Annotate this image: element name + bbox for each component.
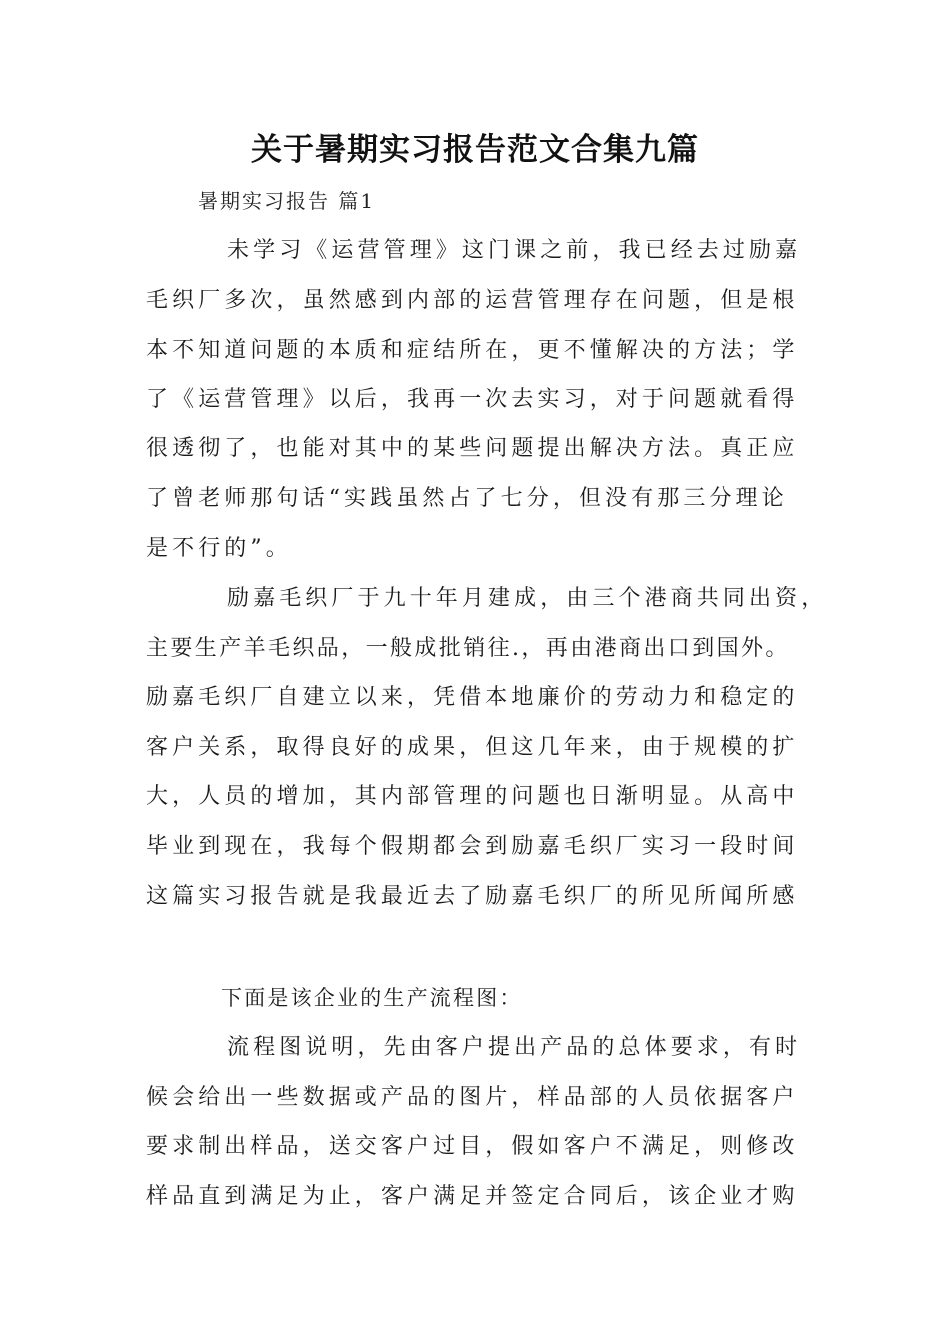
paragraph-2-line-4: 客户关系，取得良好的成果，但这几年来，由于规模的扩 [146, 735, 799, 760]
document-title: 关于暑期实习报告范文合集九篇 [251, 132, 699, 168]
paragraph-4-line-3: 要求制出样品，送交客户过目，假如客户不满足，则修改 [146, 1134, 799, 1159]
paragraph-2-line-3: 励嘉毛织厂自建立以来，凭借本地廉价的劳动力和稳定的 [146, 685, 799, 710]
paragraph-2-line-5: 大，人员的增加，其内部管理的问题也日渐明显。从高中 [146, 784, 799, 809]
paragraph-2-line-6: 毕业到现在，我每个假期都会到励嘉毛织厂实习一段时间 [146, 834, 799, 859]
paragraph-2-line-1: 励嘉毛织厂于九十年月建成，由三个港商共同出资， [227, 586, 828, 611]
paragraph-4-line-2: 候会给出一些数据或产品的图片，样品部的人员依据客户 [146, 1085, 799, 1110]
paragraph-1-line-7: 是不行的”。 [146, 536, 292, 561]
paragraph-2-line-7: 这篇实习报告就是我最近去了励嘉毛织厂的所见所闻所感 [146, 884, 799, 909]
paragraph-2-line-2: 主要生产羊毛织品，一般成批销往.，再由港商出口到国外。 [146, 636, 790, 661]
paragraph-1-line-5: 很透彻了，也能对其中的某些问题提出解决方法。真正应 [146, 436, 799, 461]
section-heading: 暑期实习报告 篇1 [198, 189, 376, 213]
paragraph-1-line-2: 毛织厂多次，虽然感到内部的运营管理存在问题，但是根 [146, 288, 799, 313]
paragraph-3-line-1: 下面是该企业的生产流程图： [221, 986, 523, 1010]
paragraph-4-line-1: 流程图说明，先由客户提出产品的总体要求，有时 [227, 1035, 802, 1060]
paragraph-1-line-1: 未学习《运营管理》这门课之前，我已经去过励嘉 [227, 238, 802, 263]
paragraph-1-line-4: 了《运营管理》以后，我再一次去实习，对于问题就看得 [146, 387, 799, 412]
paragraph-4-line-4: 样品直到满足为止，客户满足并签定合同后，该企业才购 [146, 1184, 799, 1209]
paragraph-1-line-3: 本不知道问题的本质和症结所在，更不懂解决的方法；学 [146, 338, 799, 363]
paragraph-1-line-6: 了曾老师那句话“实践虽然占了七分，但没有那三分理论 [146, 486, 788, 511]
